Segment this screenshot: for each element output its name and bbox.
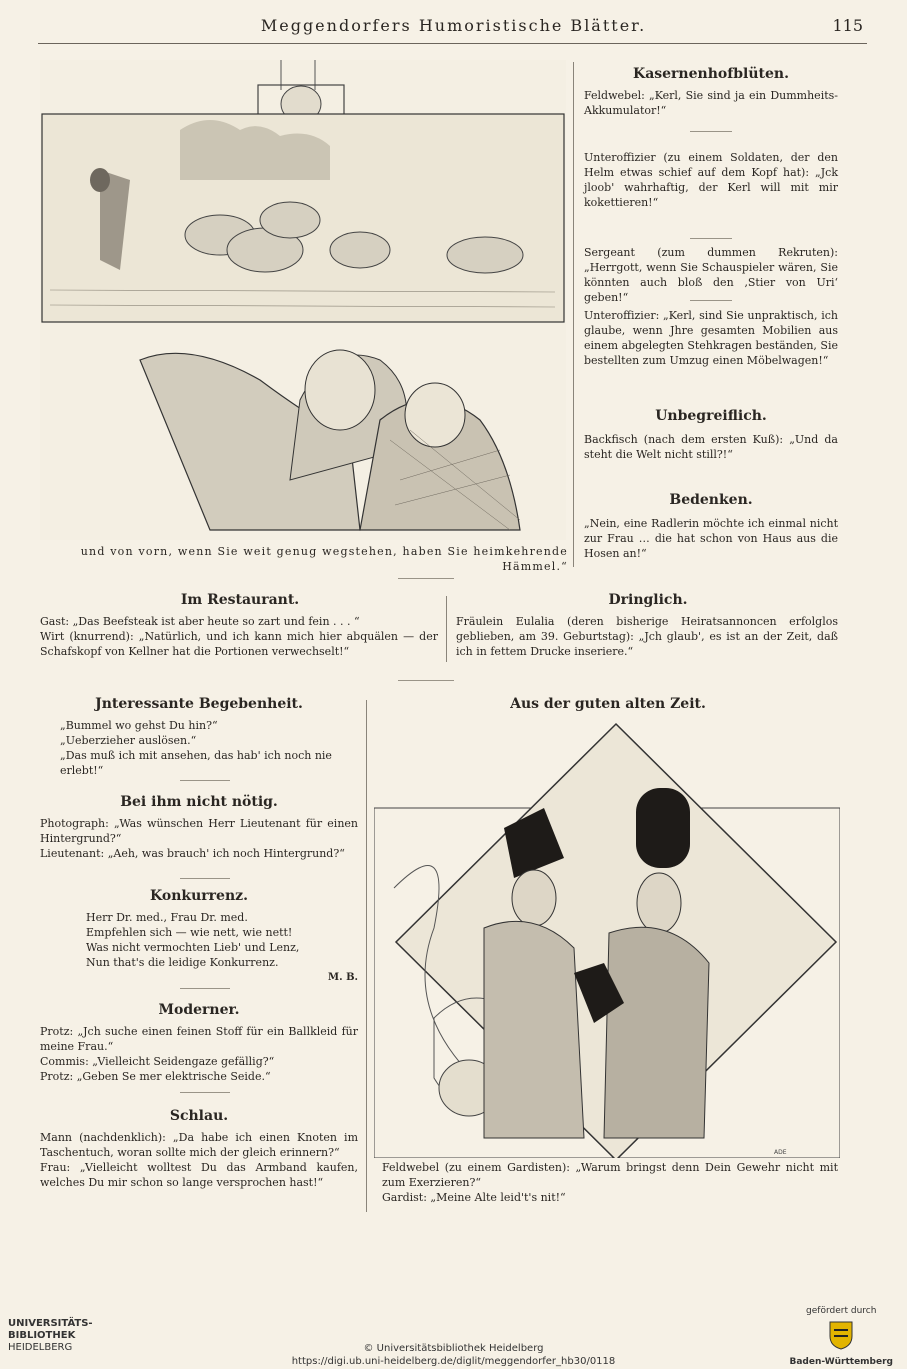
column-rule-bottom — [366, 700, 367, 1212]
source-url-link[interactable]: https://digi.ub.uni-heidelberg.de/diglit/meggendorfer_hb30/0118 — [291, 1356, 616, 1367]
konkurrenz-title: Konkurrenz. — [150, 888, 248, 904]
moderner-line-2: Commis: „Vielleicht Seidengaze gefällig?“ — [40, 1055, 275, 1068]
separator — [180, 878, 230, 879]
konkurrenz-signature: M. B. — [328, 972, 358, 983]
library-name-1: UNIVERSITÄTS- — [8, 1318, 93, 1329]
konkurrenz-line-2: Empfehlen sich — wie nett, wie nett! — [86, 926, 293, 939]
kasernenhof-title: Kasernenhofblüten. — [633, 66, 789, 82]
bedenken-text: „Nein, eine Radlerin möchte ich einmal nicht zur Frau … die hat schon von Haus aus die Hosen an!“ — [584, 517, 838, 560]
restaurant-line-1: Gast: „Das Beefsteak ist aber heute so zart und fein . . . “ — [40, 615, 360, 628]
separator — [398, 578, 454, 579]
guardsmen-illustration — [374, 718, 840, 1158]
separator — [180, 1092, 230, 1093]
dringlich-title: Dringlich. — [608, 592, 688, 608]
restaurant-title: Im Restaurant. — [180, 592, 300, 608]
dringlich-text: Fräulein Eulalia (deren bisherige Heiratsannoncen erfolglos geblieben, am 39. Geburtstag): „Jch glaub', es ist an der Zeit, daß ich in fettem Drucke inseriere.“ — [456, 615, 838, 658]
moderner-title: Moderner. — [158, 1002, 240, 1018]
unbegreiflich-text: Backfisch (nach dem ersten Kuß): „Und da steht die Welt nicht still?!“ — [584, 433, 838, 461]
konkurrenz-line-1: Herr Dr. med., Frau Dr. med. — [86, 911, 248, 924]
illustration-caption: und von vorn, wenn Sie weit genug wegstehen, haben Sie heimkehrende Hämmel.“ — [80, 545, 568, 573]
schlau-line-1: Mann (nachdenklich): „Da habe ich einen Knoten im Taschentuch, woran sollte mich der gleich erinnern?“ — [40, 1131, 358, 1159]
konkurrenz-line-3: Was nicht vermochten Lieb' und Lenz, — [86, 941, 300, 954]
restaurant-line-2: Wirt (knurrend): „Natürlich, und ich kann mich hier abquälen — der Schafskopf von Kellner hat die Portionen verwechselt!“ — [40, 630, 438, 658]
interessant-line-1: „Bummel wo gehst Du hin?“ — [60, 719, 218, 732]
separator — [180, 780, 230, 781]
state-name: Baden-Württemberg — [789, 1357, 893, 1367]
alte-zeit-text — [382, 1160, 838, 1205]
library-name-2: BIBLIOTHEK — [8, 1330, 76, 1341]
kasernenhof-item-3: Sergeant (zum dummen Rekruten): „Herrgott, wenn Sie Schauspieler wären, Sie könnten auch bloß den ‚Stier von Uri‘ geben!“ — [584, 246, 838, 304]
nicht-noetig-line-1: Photograph: „Was wünschen Herr Lieutenant für einen Hintergrund?“ — [40, 817, 358, 845]
column-rule-middle — [446, 596, 447, 662]
alte-zeit-line-2: Gardist: „Meine Alte leid't's nit!“ — [382, 1191, 566, 1204]
copyright-text: © Universitätsbibliothek Heidelberg — [363, 1343, 544, 1354]
moderner-line-3: Protz: „Geben Se mer elektrische Seide.“ — [40, 1070, 271, 1083]
kasernenhof-item-4: Unteroffizier: „Kerl, sind Sie unpraktisch, ich glaube, wenn Jhre gesamten Mobilien aus einem abgelegten Stehkragen beständen, Sie bestellten zum Umzug einen Möbelwagen!“ — [584, 309, 838, 367]
moderner-line-1: Protz: „Jch suche einen feinen Stoff für ein Ballkleid für meine Frau.“ — [40, 1025, 358, 1053]
interessant-text — [40, 718, 358, 778]
unbegreiflich-title: Unbegreiflich. — [655, 408, 767, 424]
separator — [180, 988, 230, 989]
konkurrenz-poem — [86, 910, 358, 985]
interessant-title: Jnteressante Begebenheit. — [95, 696, 303, 712]
schlau-line-2: Frau: „Vielleicht wolltest Du das Armband kaufen, welches Du mir schon so lange versprochen hast!“ — [40, 1161, 358, 1189]
restaurant-text — [40, 614, 438, 659]
konkurrenz-line-4: Nun that's die leidige Konkurrenz. — [86, 956, 279, 969]
alte-zeit-title: Aus der guten alten Zeit. — [510, 696, 706, 712]
interessant-line-2: „Ueberzieher auslösen.“ — [60, 734, 197, 747]
library-name-3: HEIDELBERG — [8, 1342, 73, 1353]
triumph-illustration — [40, 60, 566, 540]
alte-zeit-line-1: Feldwebel (zu einem Gardisten): „Warum bringst denn Dein Gewehr nicht mit zum Exerzieren?“ — [382, 1161, 838, 1189]
page-number: 115 — [832, 16, 863, 35]
artist-signature: ADE — [774, 1149, 787, 1156]
separator — [690, 300, 732, 301]
column-rule-top — [573, 62, 574, 567]
schlau-title: Schlau. — [169, 1108, 229, 1124]
bedenken-title: Bedenken. — [669, 492, 753, 508]
nicht-noetig-text — [40, 816, 358, 861]
moderner-text — [40, 1024, 358, 1084]
separator — [690, 131, 732, 132]
nicht-noetig-line-2: Lieutenant: „Aeh, was brauch' ich noch Hintergrund?“ — [40, 847, 345, 860]
interessant-line-3: „Das muß ich mit ansehen, das hab' ich noch nie erlebt!“ — [60, 749, 332, 777]
separator — [690, 238, 732, 239]
running-header-title: Meggendorfers Humoristische Blätter. — [260, 16, 647, 35]
funded-by-text: gefördert durch — [806, 1306, 877, 1316]
separator — [398, 680, 454, 681]
kasernenhof-item-1: Feldwebel: „Kerl, Sie sind ja ein Dummheits-Akkumulator!“ — [584, 89, 838, 117]
header-rule — [38, 43, 867, 44]
copyright-footer — [0, 1342, 907, 1368]
nicht-noetig-title: Bei ihm nicht nötig. — [120, 794, 278, 810]
kasernenhof-item-2: Unteroffizier (zu einem Soldaten, der den Helm etwas schief auf dem Kopf hat): „Jck jloob' wahrhaftig, der Kerl will mit mir kokettieren!“ — [584, 151, 838, 209]
schlau-text — [40, 1130, 358, 1190]
